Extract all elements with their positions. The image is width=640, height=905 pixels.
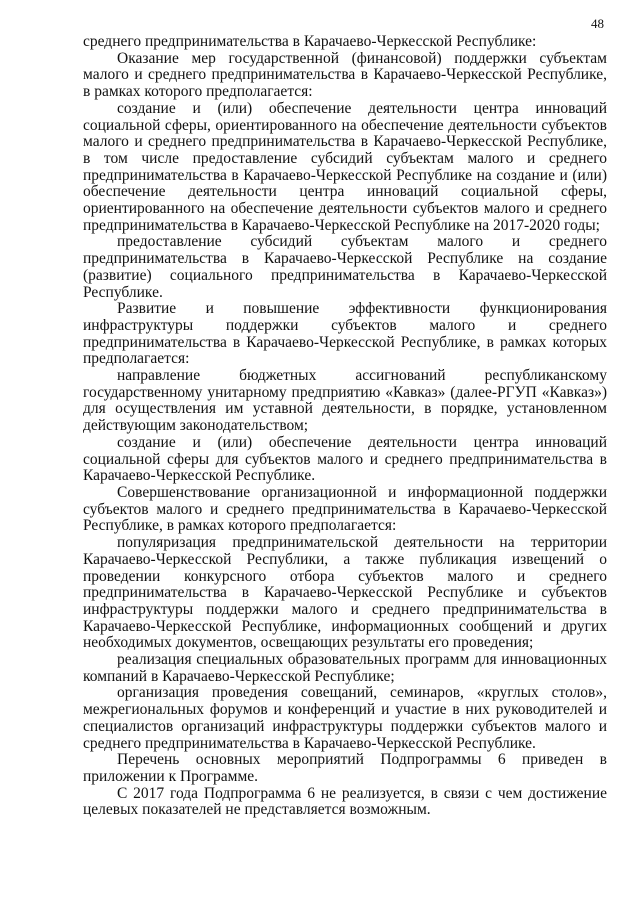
- paragraph: Совершенствование организационной и информационной поддержки субъектов малого и среднего предпринимательства в Карачаево-Черкесской Республике, в рамках которого предполагается:: [83, 483, 607, 535]
- paragraph: Перечень основных мероприятий Подпрограммы 6 приведен в приложении к Программе.: [83, 751, 607, 785]
- paragraph: направление бюджетных ассигнований республиканскому государственному унитарному предприятию «Кавказ» (далее-РГУП «Кавказ») для осуществления им уставной деятельности, в порядке, установленном действующим законодательством;: [83, 367, 607, 435]
- paragraph: популяризация предпринимательской деятельности на территории Карачаево-Черкесской Республики, а также публикация извещений о проведении конкурсного отбора субъектов малого и среднего предпринимательства в Карачаево-Черкесской Республике и субъектов инфраструктуры поддержки малого и среднего предпринимательства в Карачаево-Черкесской Республике, информационных сообщений и других необходимых документов, освещающих результаты его проведения;: [83, 534, 607, 652]
- paragraph: С 2017 года Подпрограмма 6 не реализуется, в связи с чем достижение целевых показателей не представляется возможным.: [83, 784, 607, 819]
- paragraph: создание и (или) обеспечение деятельности центра инноваций социальной сферы, ориентированного на обеспечение деятельности субъектов малого и среднего предпринимательства в Карачаево-Черкесской Республике, в том числе предоставление субсидий субъектам малого и среднего предпринимательства в Карачаево-Черкесской Республике на создание и (или) обеспечение деятельности центра инноваций социальной сферы, ориентированного на обеспечение деятельности субъектов малого и среднего предпринимательства в Карачаево-Черкесской Республике на 2017-2020 годы;: [83, 99, 607, 234]
- page-number: 48: [591, 16, 604, 31]
- paragraph: Развитие и повышение эффективности функционирования инфраструктуры поддержки субъектов малого и среднего предпринимательства в Карачаево-Черкесской Республике, в рамках которых предполагается:: [83, 300, 607, 368]
- paragraph: реализация специальных образовательных программ для инновационных компаний в Карачаево-Черкесской Республике;: [83, 651, 607, 685]
- document-body: [83, 34, 607, 819]
- paragraph: создание и (или) обеспечение деятельности центра инноваций социальной сферы для субъектов малого и среднего предпринимательства в Карачаево-Черкесской Республике.: [83, 433, 607, 485]
- paragraph: Оказание мер государственной (финансовой) поддержки субъектам малого и среднего предпринимательства в Карачаево-Черкесской Республике, в рамках которого предполагается:: [83, 49, 607, 101]
- paragraph: организация проведения совещаний, семинаров, «круглых столов», межрегиональных форумов и конференций и участие в них руководителей и специалистов организаций инфраструктуры поддержки субъектов малого и среднего предпринимательства в Карачаево-Черкесской Республике.: [83, 684, 607, 752]
- paragraph: предоставление субсидий субъектам малого и среднего предпринимательства в Карачаево-Черкесской Республике на создание (развитие) социального предпринимательства в Карачаево-Черкесской Республике.: [83, 233, 607, 301]
- paragraph: среднего предпринимательства в Карачаево-Черкесской Республике:: [83, 33, 537, 50]
